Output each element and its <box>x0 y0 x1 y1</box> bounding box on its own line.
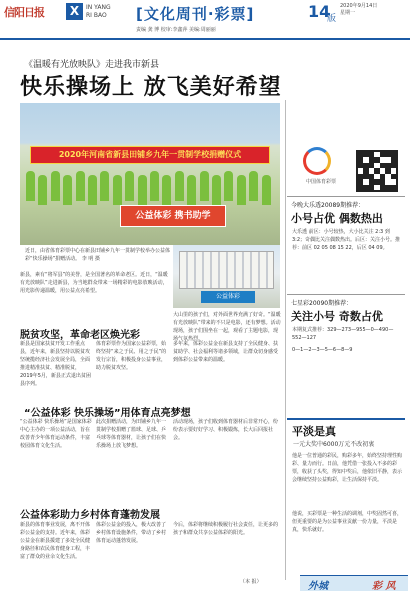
person-figure <box>150 171 159 201</box>
section-title: [文化周刊·彩票] <box>136 5 255 23</box>
lottery-emblem-icon <box>303 147 331 175</box>
person-figure <box>237 175 246 205</box>
ad3-title: 平淡是真 <box>292 425 336 438</box>
ad3-subtitle: 一元大奖中6000万元不改初衷 <box>293 441 375 448</box>
school-photo <box>173 245 280 308</box>
person-figure <box>224 171 233 201</box>
ad2-body2: 0—1—2—3—5—6—8—9 <box>292 347 353 353</box>
person-figure <box>51 171 60 201</box>
body-3c: 活动现场，孩子们收到体育器材后非常开心，纷纷表示要好好学习、积极锻炼，长大后回报社会。 <box>173 419 279 441</box>
article-intro-cont: 大山里的孩子们，对外面世界充满了好奇。“温暖有光放映队”带来的不只是电影，还有梦想。活动现场，孩子们围坐在一起，观看了主题电影，现场气氛热烈。 <box>173 312 281 342</box>
subheading-rural-sports: 公益体彩助力乡村体育蓬勃发展 <box>20 510 160 521</box>
ad2-body: 本期复式推荐：329—273—955—0—490—552—127 <box>292 327 394 341</box>
subheading-playground: “公益体彩 快乐操场”用体育点亮梦想 <box>24 408 191 419</box>
ad2-title: 关注小号 奇数占优 <box>291 310 383 323</box>
masthead-logo: 信阳日报 <box>4 6 44 19</box>
column-divider <box>285 100 286 580</box>
person-figure <box>125 171 134 201</box>
ad2-kicker: 七星彩20090期推荐： <box>291 300 353 307</box>
qr-code-icon <box>356 150 398 192</box>
article-lead: 《温暖有光放映队》走进我市新县 <box>24 60 160 70</box>
person-figure <box>88 175 97 205</box>
ceremony-photo <box>20 103 280 245</box>
qr-cell <box>391 185 396 190</box>
ad3-body: 他是一位普通的彩民，购彩多年，始终坚持理性购彩、量力而行。日前，他凭借一张投入不多的彩票，收获了头奖，得知中奖后，他依旧平静，表示会继续坚持公益购彩，让生活保持平淡。 <box>292 453 403 483</box>
body-4c: 今后，体彩将继续积极履行社会责任，让更多的孩子和群众共享公益体彩的阳光。 <box>173 522 279 536</box>
article-author: （本 报） <box>240 579 262 585</box>
column-footer-banner <box>300 575 408 591</box>
person-figure <box>262 175 271 205</box>
person-figure <box>76 171 85 201</box>
sidebar-divider <box>287 294 405 295</box>
photo-caption: 近日，由省体育彩票中心在新县田铺乡九年一贯制学校举办公益体彩“快乐操场”捐赠活动。 李 明 摄 <box>25 248 171 262</box>
newspaper-header <box>0 0 410 40</box>
lottery-logo-label: 中国体育彩票 <box>305 179 336 185</box>
person-figure <box>212 175 221 205</box>
ad1-title: 小号占优 偶数热出 <box>291 212 383 225</box>
body-3a: “公益体彩 快乐操场”是国家体彩中心主办的一项公益活动，旨在改善青少年体育运动条件，丰富校园体育文化生活。 <box>20 419 92 449</box>
footer-label: 外城 <box>308 581 328 592</box>
crowd-figures <box>26 169 274 209</box>
page-number: 14 <box>308 2 331 21</box>
person-figure <box>26 171 35 201</box>
body-3b: 此次捐赠活动，为田铺乡九年一贯制学校捐赠了篮球、足球、乒乓球等体育器材，让孩子们在快乐操场上放飞梦想。 <box>96 419 167 449</box>
page-unit: 版 <box>327 14 337 24</box>
footer-accent: 彩 风 <box>372 581 396 592</box>
person-figure <box>100 171 109 201</box>
person-figure <box>175 171 184 201</box>
body-4a: 新县的体育事业发展，离不开体彩公益金的支持。近年来，体彩公益金在新县援建了多处全民健身路径和农民体育健身工程，丰富了群众的业余文化生活。 <box>20 522 91 560</box>
person-figure <box>200 171 209 201</box>
body-2a: 新县是国家扶贫开发工作重点县，近年来，新县坚持以脱贫攻坚统揽经济社会发展全局，全面推进精准扶贫、精准脱贫，2019年5月，新县正式退出贫困县序列。 <box>20 341 91 387</box>
masthead-logo-letter: X <box>66 3 83 20</box>
ad1-kicker: 今晚大乐透20089期推荐： <box>291 202 365 209</box>
article-intro: 新县，素有“将军县”的美誉，是全国著名的革命老区。近日，“温暖有光放映队”走进新县，为当地群众带来一场精彩的电影放映活动，用光影传递温暖，用公益点亮希望。 <box>20 272 168 294</box>
article-headline: 快乐操场上 放飞美好希望 <box>20 75 282 100</box>
subheading-poverty: 脱贫攻坚，革命老区焕光彩 <box>20 330 140 341</box>
ad1-body: 大乐透 前区：小号较热，大小比关注 2:3 到 3:2；奇偶比关注偶数热出。后区：关注小号。推荐：前区 02 05 08 15 22，后区 04 09。 <box>292 229 401 251</box>
sidebar-divider <box>287 196 405 197</box>
ceremony-banner: 2020年河南省新县田铺乡九年一贯制学校捐赠仪式 <box>30 146 270 164</box>
school-building <box>179 251 274 289</box>
masthead-pinyin: IN YANG RI BAO <box>86 4 111 19</box>
ad3-body2: 他说，买彩票是一种生活的调剂，中奖固然可喜，但更重要的是为公益事业贡献一份力量，平淡是真，快乐就好。 <box>292 511 403 533</box>
body-2b: 体育彩票作为国家公益彩票，始终坚持“来之于民、用之于民”的发行宗旨，积极投身公益事业，助力脱贫攻坚。 <box>96 341 167 371</box>
staff-credits: 责编 龚 博 校审:李鑫萍 美编:周丽丽 <box>136 27 216 33</box>
person-figure <box>249 171 258 201</box>
donation-board: 公益体彩 携书助学 <box>120 205 226 227</box>
person-figure <box>63 175 72 205</box>
body-2c: 多年来，体彩公益金在新县支持了全民健身、扶贫助学、社会福利等诸多领域，让群众切身感受到体彩公益带来的温暖。 <box>173 341 279 363</box>
school-board: 公益体彩 <box>201 291 255 303</box>
sidebar-divider <box>287 418 405 420</box>
person-figure <box>162 175 171 205</box>
person-figure <box>113 175 122 205</box>
sports-lottery-logo <box>289 145 347 185</box>
issue-date: 2020年9月14日 星期一 <box>340 3 378 16</box>
person-figure <box>138 175 147 205</box>
person-figure <box>38 175 47 205</box>
body-4b: 体彩公益金的投入，极大改善了乡村体育设施条件，带动了乡村体育运动蓬勃发展。 <box>96 522 167 544</box>
person-figure <box>187 175 196 205</box>
